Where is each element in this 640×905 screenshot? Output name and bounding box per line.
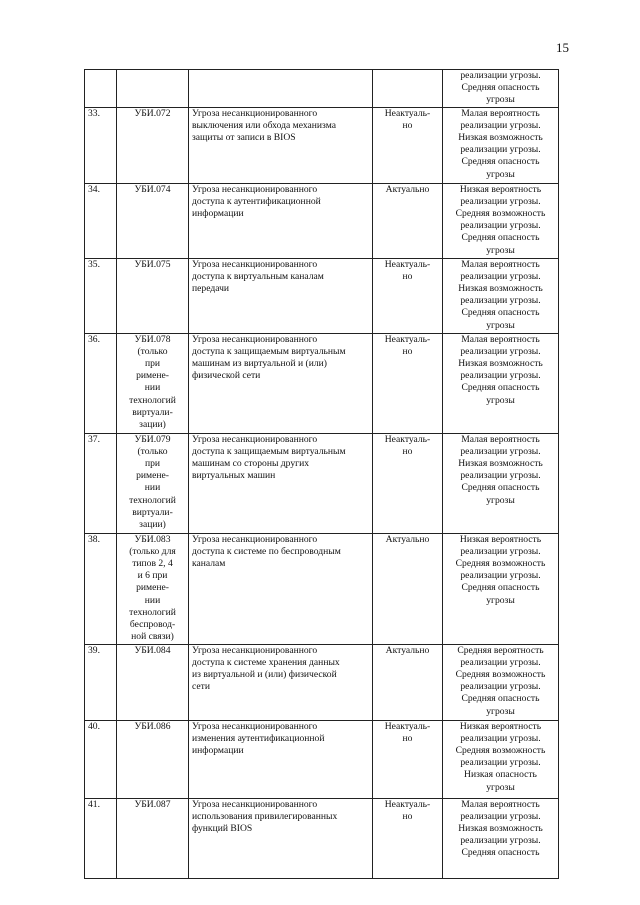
threat-name-cell	[189, 183, 373, 258]
table-row	[85, 183, 559, 258]
threat-assessment: реализации угрозы. Средняя опасность угрозы	[460, 70, 541, 106]
threat-assessment-cell	[443, 798, 559, 878]
row-number: 41.	[88, 798, 100, 810]
threat-code: УБИ.079 (только при римене- нии технологий виртуали- зации)	[129, 433, 176, 531]
row-number: 40.	[88, 720, 100, 732]
threat-code: УБИ.075	[134, 258, 171, 270]
threat-name: Угроза несанкционированного доступа к системе по беспроводным каналам	[192, 533, 341, 570]
threat-code: УБИ.087	[134, 798, 171, 810]
table-row	[85, 433, 559, 533]
threat-assessment: Малая вероятность реализации угрозы. Низкая возможность реализации угрозы. Средняя опасность	[458, 798, 543, 859]
row-number-cell	[85, 258, 117, 333]
threat-code: УБИ.083 (только для типов 2, 4 и 6 при римене- нии технологий беспровод- ной связи)	[129, 533, 176, 643]
threat-status: Неактуаль- но	[384, 433, 431, 457]
threat-status-cell	[373, 333, 443, 433]
threat-code-cell	[117, 70, 189, 108]
threat-assessment-cell	[443, 107, 559, 183]
threat-code-cell	[117, 433, 189, 533]
threat-status: Неактуаль- но	[384, 107, 431, 131]
threat-assessment: Малая вероятность реализации угрозы. Низкая возможность реализации угрозы. Средняя опасность угрозы	[458, 107, 543, 180]
row-number-cell	[85, 333, 117, 433]
row-number-cell	[85, 107, 117, 183]
threat-name-cell	[189, 798, 373, 878]
threat-code-cell	[117, 333, 189, 433]
table-row	[85, 107, 559, 183]
threat-assessment-cell	[443, 720, 559, 798]
threat-status: Неактуаль- но	[384, 720, 431, 744]
table-row	[85, 333, 559, 433]
threat-code-cell	[117, 644, 189, 720]
threat-status: Актуально	[385, 644, 430, 656]
threat-assessment-cell	[443, 70, 559, 108]
threat-name: Угроза несанкционированного доступа к защищаемым виртуальным машинам из виртуальной и (или) физической сети	[192, 333, 346, 382]
row-number-cell	[85, 183, 117, 258]
threat-name: Угроза несанкционированного доступа к системе хранения данных из виртуальной и (или) физической сети	[192, 644, 340, 693]
row-number-cell	[85, 720, 117, 798]
threat-name: Угроза несанкционированного доступа к аутентификационной информации	[192, 183, 321, 220]
threat-status: Актуально	[385, 533, 430, 545]
threats-table-body	[85, 70, 559, 879]
threat-assessment: Малая вероятность реализации угрозы. Низкая возможность реализации угрозы. Средняя опасность угрозы	[458, 333, 543, 406]
threat-status-cell	[373, 107, 443, 183]
threat-name-cell	[189, 70, 373, 108]
threat-name-cell	[189, 533, 373, 644]
threat-name-cell	[189, 644, 373, 720]
threat-assessment-cell	[443, 333, 559, 433]
threat-assessment: Малая вероятность реализации угрозы. Низкая возможность реализации угрозы. Средняя опасность угрозы	[458, 258, 543, 331]
threat-status: Неактуаль- но	[384, 258, 431, 282]
row-number: 36.	[88, 333, 100, 345]
threat-assessment-cell	[443, 258, 559, 333]
threat-code-cell	[117, 798, 189, 878]
row-number: 37.	[88, 433, 100, 445]
row-number-cell	[85, 433, 117, 533]
threat-name-cell	[189, 720, 373, 798]
threat-assessment-cell	[443, 183, 559, 258]
row-number: 34.	[88, 183, 100, 195]
threat-code: УБИ.086	[134, 720, 171, 732]
threat-name-cell	[189, 107, 373, 183]
threat-code-cell	[117, 720, 189, 798]
threat-code: УБИ.072	[134, 107, 171, 119]
threat-code-cell	[117, 183, 189, 258]
threat-status-cell	[373, 798, 443, 878]
threat-code-cell	[117, 533, 189, 644]
threat-name: Угроза несанкционированного изменения аутентификационной информации	[192, 720, 325, 757]
row-number-cell	[85, 70, 117, 108]
row-number: 33.	[88, 107, 100, 119]
threat-name: Угроза несанкционированного использования привилегированных функций BIOS	[192, 798, 338, 835]
threat-name: Угроза несанкционированного доступа к виртуальным каналам передачи	[192, 258, 324, 295]
threat-name-cell	[189, 433, 373, 533]
threat-status: Неактуаль- но	[384, 333, 431, 357]
table-row	[85, 533, 559, 644]
threat-code: УБИ.074	[134, 183, 171, 195]
threat-assessment: Низкая вероятность реализации угрозы. Средняя возможность реализации угрозы. Средняя опасность угрозы	[455, 533, 546, 606]
threat-assessment: Малая вероятность реализации угрозы. Низкая возможность реализации угрозы. Средняя опасность угрозы	[458, 433, 543, 506]
page-number: 15	[556, 40, 569, 55]
threat-status-cell	[373, 70, 443, 108]
table-row	[85, 70, 559, 108]
row-number: 38.	[88, 533, 100, 545]
row-number-cell	[85, 533, 117, 644]
row-number: 35.	[88, 258, 100, 270]
threat-name-cell	[189, 258, 373, 333]
threat-assessment: Средняя вероятность реализации угрозы. Средняя возможность реализации угрозы. Средняя опасность угрозы	[455, 644, 546, 717]
threat-assessment: Низкая вероятность реализации угрозы. Средняя возможность реализации угрозы. Средняя опасность угрозы	[455, 183, 546, 256]
table-row	[85, 720, 559, 798]
threat-status-cell	[373, 644, 443, 720]
threat-code-cell	[117, 107, 189, 183]
threat-assessment-cell	[443, 533, 559, 644]
table-row	[85, 644, 559, 720]
threat-status-cell	[373, 183, 443, 258]
threat-assessment-cell	[443, 433, 559, 533]
threat-name: Угроза несанкционированного выключения или обхода механизма защиты от записи в BIOS	[192, 107, 336, 144]
threat-name: Угроза несанкционированного доступа к защищаемым виртуальным машинам со стороны других виртуальных машин	[192, 433, 346, 482]
threat-assessment-cell	[443, 644, 559, 720]
threat-status-cell	[373, 258, 443, 333]
threat-status: Неактуаль- но	[384, 798, 431, 822]
threat-status: Актуально	[385, 183, 430, 195]
threat-status-cell	[373, 720, 443, 798]
threat-status-cell	[373, 433, 443, 533]
row-number-cell	[85, 798, 117, 878]
threat-status-cell	[373, 533, 443, 644]
threat-code-cell	[117, 258, 189, 333]
threat-code: УБИ.078 (только при римене- нии технологий виртуали- зации)	[129, 333, 176, 431]
row-number: 39.	[88, 644, 100, 656]
table-row	[85, 798, 559, 878]
threats-table	[84, 69, 559, 879]
threat-code: УБИ.084	[134, 644, 171, 656]
table-row	[85, 258, 559, 333]
row-number-cell	[85, 644, 117, 720]
threat-assessment: Низкая вероятность реализации угрозы. Средняя возможность реализации угрозы. Низкая опасность угрозы	[455, 720, 546, 793]
threat-name-cell	[189, 333, 373, 433]
